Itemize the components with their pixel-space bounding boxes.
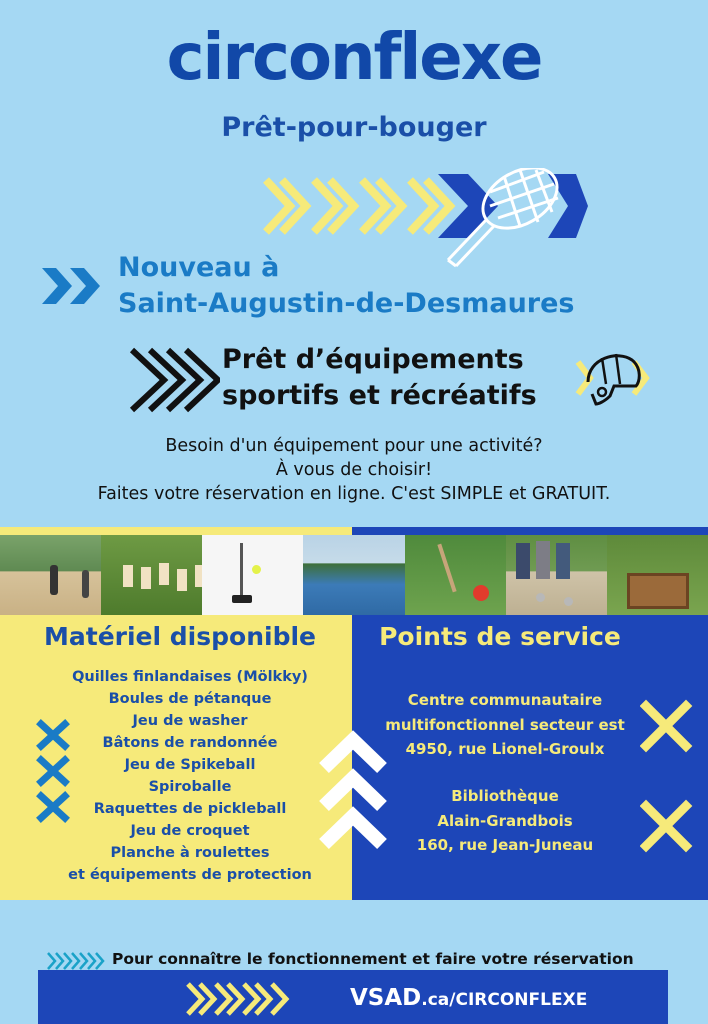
page-subtitle: Prêt-pour-bouger — [221, 112, 487, 143]
location-name: Alain-Grandbois — [437, 811, 573, 830]
announcement-line1: Nouveau à — [118, 252, 280, 283]
divider — [352, 527, 708, 535]
divider — [0, 527, 352, 535]
list-item: Spiroballe — [148, 779, 232, 795]
list-item: Raquettes de pickleball — [93, 801, 287, 817]
list-item: Planche à roulettes — [110, 845, 270, 861]
list-item: et équipements de protection — [68, 867, 312, 883]
lending-line1: Prêt d’équipements — [222, 344, 524, 375]
location-address: 160, rue Jean-Juneau — [416, 836, 594, 854]
list-item: Jeu de croquet — [130, 823, 250, 839]
helmet-icon — [574, 348, 654, 410]
service-title: Points de service — [379, 622, 621, 651]
cross-icon — [640, 698, 694, 858]
lending-line2: sportifs et récréatifs — [222, 380, 537, 411]
list-item: Boules de pétanque — [108, 691, 272, 707]
photo-molkky — [101, 535, 202, 615]
footer-text: Pour connaître le fonctionnement et faire votre réservation — [112, 950, 634, 968]
location-address: 4950, rue Lionel-Groulx — [405, 740, 605, 758]
lending-heading — [222, 342, 537, 414]
cross-icon — [36, 718, 70, 828]
photo-croquet — [405, 535, 506, 615]
location-name: multifonctionnel secteur est — [385, 715, 625, 734]
list-item: Quilles finlandaises (Mölkky) — [72, 669, 308, 685]
photo-strip — [0, 535, 708, 615]
intro-line2: À vous de choisir! — [275, 460, 433, 480]
intro-text — [0, 434, 708, 506]
announcement — [118, 250, 575, 322]
materiel-title: Matériel disponible — [44, 622, 316, 651]
photo-pickleball — [303, 535, 404, 615]
photo-beach-game — [0, 535, 101, 615]
chevrons-icon — [42, 266, 104, 306]
intro-line1: Besoin d'un équipement pour une activité? — [165, 436, 543, 456]
chevrons-icon — [128, 346, 220, 414]
materiel-list — [60, 666, 320, 886]
photo-washer — [607, 535, 708, 615]
list-item: Jeu de washer — [132, 713, 248, 729]
photo-petanque — [506, 535, 607, 615]
photo-spiroballe — [202, 535, 303, 615]
url-main: VSAD — [350, 985, 422, 1011]
announcement-line2: Saint-Augustin-de-Desmaures — [118, 288, 575, 319]
list-item: Jeu de Spikeball — [124, 757, 256, 773]
location-name: Centre communautaire — [407, 691, 603, 709]
website-link[interactable] — [350, 985, 587, 1011]
service-location-2 — [370, 784, 640, 858]
logo: circonflexe — [166, 21, 542, 95]
list-item: Bâtons de randonnée — [102, 735, 278, 751]
location-name: Bibliothèque — [451, 787, 559, 805]
url-rest: .ca/CIRCONFLEXE — [421, 990, 588, 1010]
intro-line3: Faites votre réservation en ligne. C'est SIMPLE et GRATUIT. — [97, 484, 611, 504]
service-location-1 — [370, 688, 640, 762]
chevrons-icon — [266, 180, 450, 232]
chevrons-icon — [184, 980, 294, 1018]
chevrons-icon — [46, 950, 110, 972]
